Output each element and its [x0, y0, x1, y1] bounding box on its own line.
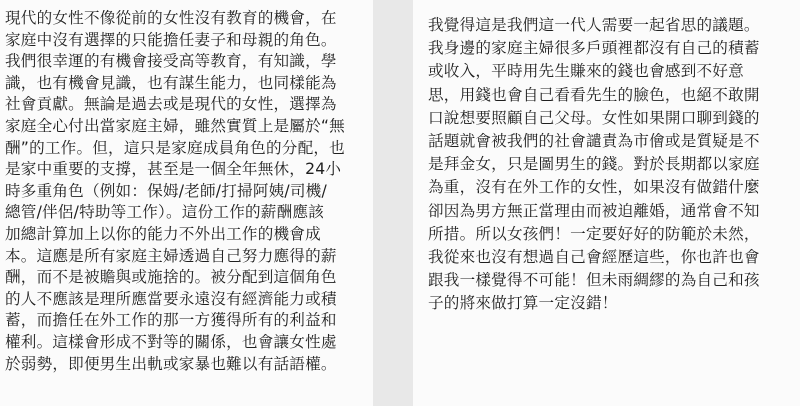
text-line: 卻因為男方無正當理由而被迫離婚，通常會不知	[428, 201, 760, 220]
text-line: 話題就會被我們的社會譴責為市儈或是質疑是不	[428, 132, 760, 151]
text-line: 是家中重要的支撐，甚至是一個全年無休，24小	[5, 160, 342, 179]
text-line: 是拜金女，只是圖男生的錢。對於長期都以家庭	[428, 155, 760, 174]
text-line: 酬，而不是被贍與或施捨的。被分配到這個角色	[5, 268, 337, 287]
text-line: 酬”的工作。但，這只是家庭成員角色的分配，也	[5, 138, 345, 157]
text-line: 識，也有機會見識，也有謀生能力，也同樣能為	[5, 73, 337, 92]
right-text-panel	[413, 0, 800, 406]
text-line: 我們很幸運的有機會接受高等教育，有知識，學	[5, 52, 337, 71]
text-line: 我覺得這是我們這一代人需要一起省思的議題。	[428, 16, 760, 34]
text-line: 本。這應是所有家庭主婦透過自己努力應得的薪	[5, 246, 337, 265]
text-line: 時多重角色（例如：保姆/老師/打掃阿姨/司機/	[5, 181, 327, 200]
text-line: 的人不應該是理所應當要永遠沒有經濟能力或積	[5, 289, 337, 308]
text-line: 於弱勢，即便男生出軌或家暴也難以有話語權。	[5, 354, 337, 373]
text-line: 家庭全心付出當家庭主婦，雖然實質上是屬於“無	[5, 116, 345, 135]
left-text-panel	[0, 0, 373, 406]
text-line: 加總計算加上以你的能力不外出工作的機會成	[5, 224, 321, 243]
text-line: 口說想要照顧自己父母。女性如果開口聊到錢的	[428, 108, 760, 127]
text-line: 我身邊的家庭主婦很多戶頭裡都沒有自己的積蓄	[428, 39, 760, 58]
text-line: 子的將來做打算一定沒錯！	[428, 294, 618, 313]
text-line: 家庭中沒有選擇的只能擔任妻子和母親的角色。	[5, 30, 337, 49]
text-line: 我從來也沒有想過自己會經歷這些，你也許也會	[428, 248, 760, 267]
text-line: 社會貢獻。無論是過去或是現代的女性，選擇為	[5, 95, 337, 114]
text-line: 現代的女性不像從前的女性沒有教育的機會，在	[5, 9, 337, 27]
text-line: 思，用錢也會自己看看先生的臉色，也絕不敢開	[428, 85, 760, 104]
text-line: 總管/伴侶/特助等工作）。這份工作的薪酬應該	[5, 203, 324, 222]
text-line: 為重，沒有在外工作的女性，如果沒有做錯什麼	[428, 178, 760, 197]
text-line: 所措。所以女孩們！一定要好好的防範於未然，	[428, 224, 760, 243]
text-line: 權利。這樣會形成不對等的關係，也會讓女性處	[5, 332, 337, 351]
text-line: 或收入，平時用先生賺來的錢也會感到不好意	[428, 62, 744, 81]
text-line: 跟我一樣覺得不可能！但未雨綢繆的為自己和孩	[428, 271, 760, 290]
text-line: 蓄，而擔任在外工作的那一方獲得所有的利益和	[5, 311, 337, 330]
